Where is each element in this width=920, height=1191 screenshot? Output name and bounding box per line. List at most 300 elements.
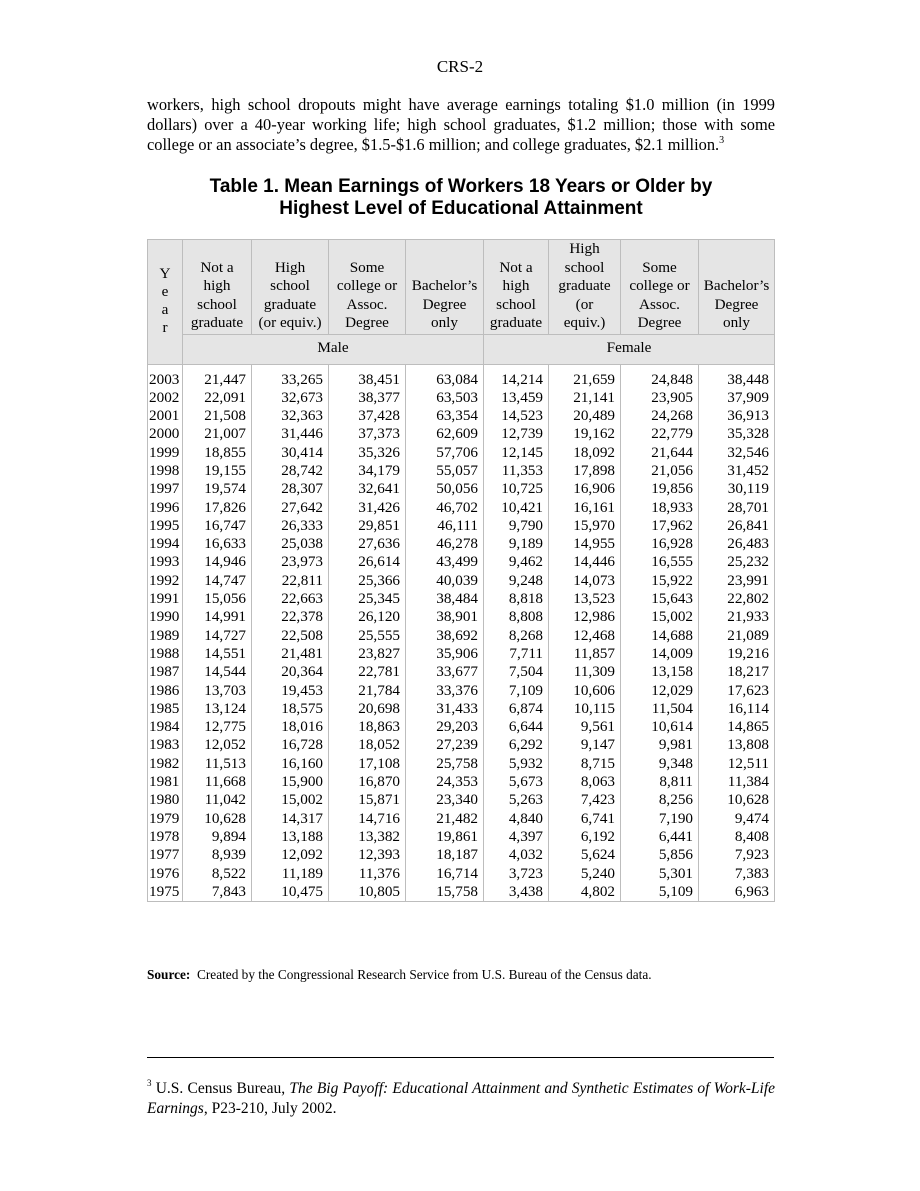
earnings-cell: 17,962: [621, 517, 699, 535]
earnings-cell: 16,870: [329, 773, 406, 791]
column-header-line: school: [197, 295, 237, 313]
year-cell: 1975: [148, 883, 183, 902]
table-row: [148, 718, 775, 736]
earnings-cell: 9,561: [549, 718, 621, 736]
earnings-cell: 22,811: [252, 572, 329, 590]
column-header-line: Degree: [714, 295, 759, 313]
earnings-cell: 11,042: [183, 791, 252, 809]
earnings-cell: 8,818: [484, 590, 549, 608]
earnings-cell: 12,986: [549, 608, 621, 626]
column-header-line: Some: [642, 258, 677, 276]
earnings-cell: 14,727: [183, 627, 252, 645]
column-header-line: (or: [575, 295, 594, 313]
earnings-cell: 4,802: [549, 883, 621, 902]
table-row: [148, 645, 775, 663]
earnings-cell: 11,189: [252, 865, 329, 883]
earnings-cell: 8,715: [549, 755, 621, 773]
column-header-line: (or equiv.): [258, 314, 322, 331]
earnings-cell: 23,827: [329, 645, 406, 663]
earnings-cell: 22,378: [252, 608, 329, 626]
earnings-cell: 7,843: [183, 883, 252, 902]
column-header-line: Assoc.: [346, 295, 388, 313]
earnings-cell: 63,354: [406, 407, 484, 425]
page-number-label: CRS-2: [436, 57, 484, 76]
year-cell: 2001: [148, 407, 183, 425]
table-body: [148, 364, 775, 902]
earnings-cell: 24,353: [406, 773, 484, 791]
earnings-cell: 18,187: [406, 846, 484, 864]
earnings-cell: 9,147: [549, 736, 621, 754]
earnings-cell: 15,758: [406, 883, 484, 902]
earnings-cell: 21,447: [183, 364, 252, 389]
earnings-cell: 22,663: [252, 590, 329, 608]
footnote-number: 3: [147, 1077, 152, 1088]
earnings-cell: 11,309: [549, 663, 621, 681]
earnings-cell: 5,856: [621, 846, 699, 864]
year-cell: 1991: [148, 590, 183, 608]
year-cell: 1977: [148, 846, 183, 864]
earnings-cell: 20,364: [252, 663, 329, 681]
earnings-cell: 17,898: [549, 462, 621, 480]
earnings-cell: 38,377: [329, 389, 406, 407]
earnings-cell: 35,906: [406, 645, 484, 663]
earnings-cell: 12,052: [183, 736, 252, 754]
source-text: Created by the Congressional Research Service from U.S. Bureau of the Census data.: [197, 967, 652, 982]
earnings-cell: 15,002: [252, 791, 329, 809]
earnings-cell: 21,784: [329, 682, 406, 700]
earnings-cell: 18,092: [549, 444, 621, 462]
earnings-cell: 19,861: [406, 828, 484, 846]
group-header-row: [148, 334, 775, 364]
group-header-female: Female: [484, 334, 775, 364]
column-header-line: equiv.): [563, 314, 606, 331]
earnings-cell: 18,933: [621, 499, 699, 517]
column-header-line: graduate: [190, 314, 244, 331]
earnings-cell: 22,508: [252, 627, 329, 645]
earnings-cell: 5,624: [549, 846, 621, 864]
earnings-cell: 19,155: [183, 462, 252, 480]
earnings-cell: 30,119: [699, 480, 775, 498]
earnings-cell: 24,268: [621, 407, 699, 425]
earnings-cell: 16,160: [252, 755, 329, 773]
earnings-cell: 21,007: [183, 425, 252, 443]
earnings-cell: 10,725: [484, 480, 549, 498]
year-cell: 1989: [148, 627, 183, 645]
footnote-report-title: The Big Payoff: Educational Attainment and Synthetic Estimates of Work-Life Earnings: [147, 1080, 776, 1117]
earnings-cell: 14,446: [549, 553, 621, 571]
earnings-cell: 7,504: [484, 663, 549, 681]
earnings-cell: 14,544: [183, 663, 252, 681]
earnings-cell: 16,114: [699, 700, 775, 718]
earnings-cell: 6,741: [549, 810, 621, 828]
column-header-line: school: [270, 277, 310, 294]
earnings-cell: 11,376: [329, 865, 406, 883]
table-row: [148, 700, 775, 718]
year-cell: 1988: [148, 645, 183, 663]
column-header-line: graduate: [558, 277, 611, 294]
earnings-cell: 32,673: [252, 389, 329, 407]
earnings-cell: 13,382: [329, 828, 406, 846]
footnote-divider: [147, 1057, 774, 1058]
table-row: [148, 499, 775, 517]
earnings-cell: 9,348: [621, 755, 699, 773]
earnings-cell: 15,643: [621, 590, 699, 608]
year-cell: 1981: [148, 773, 183, 791]
column-header-line: Bachelor’s: [703, 277, 770, 294]
earnings-cell: 15,002: [621, 608, 699, 626]
table-row: [148, 810, 775, 828]
earnings-cell: 5,301: [621, 865, 699, 883]
earnings-cell: 12,029: [621, 682, 699, 700]
earnings-cell: 25,232: [699, 553, 775, 571]
earnings-cell: 28,742: [252, 462, 329, 480]
column-header: [621, 240, 699, 335]
earnings-cell: 14,523: [484, 407, 549, 425]
earnings-cell: 6,644: [484, 718, 549, 736]
earnings-cell: 37,909: [699, 389, 775, 407]
footnote-text-before: U.S. Census Bureau,: [155, 1080, 290, 1097]
earnings-cell: 4,397: [484, 828, 549, 846]
earnings-cell: 12,393: [329, 846, 406, 864]
earnings-cell: 9,474: [699, 810, 775, 828]
year-cell: 1990: [148, 608, 183, 626]
earnings-cell: 25,758: [406, 755, 484, 773]
earnings-cell: 27,239: [406, 736, 484, 754]
earnings-cell: 14,073: [549, 572, 621, 590]
year-cell: 1984: [148, 718, 183, 736]
earnings-cell: 18,052: [329, 736, 406, 754]
earnings-cell: 10,628: [699, 791, 775, 809]
year-cell: 1997: [148, 480, 183, 498]
earnings-cell: 63,084: [406, 364, 484, 389]
earnings-cell: 17,826: [183, 499, 252, 517]
earnings-cell: 16,555: [621, 553, 699, 571]
earnings-cell: 6,192: [549, 828, 621, 846]
column-header-line: college or: [629, 277, 690, 294]
earnings-cell: 14,317: [252, 810, 329, 828]
year-column-header: [148, 240, 183, 365]
earnings-cell: 18,217: [699, 663, 775, 681]
earnings-cell: 38,484: [406, 590, 484, 608]
earnings-cell: 33,265: [252, 364, 329, 389]
year-header-letter: a: [161, 301, 169, 319]
earnings-cell: 8,063: [549, 773, 621, 791]
earnings-cell: 11,353: [484, 462, 549, 480]
year-cell: 2002: [148, 389, 183, 407]
earnings-cell: 18,016: [252, 718, 329, 736]
earnings-cell: 40,039: [406, 572, 484, 590]
earnings-cell: 33,677: [406, 663, 484, 681]
earnings-cell: 8,268: [484, 627, 549, 645]
earnings-cell: 14,946: [183, 553, 252, 571]
group-header-male: Male: [183, 334, 484, 364]
table-row: [148, 462, 775, 480]
earnings-cell: 14,214: [484, 364, 549, 389]
earnings-cell: 24,848: [621, 364, 699, 389]
earnings-cell: 12,145: [484, 444, 549, 462]
column-header: [549, 240, 621, 335]
table-row: [148, 480, 775, 498]
earnings-cell: 15,922: [621, 572, 699, 590]
earnings-cell: 14,716: [329, 810, 406, 828]
table-row: [148, 865, 775, 883]
earnings-cell: 63,503: [406, 389, 484, 407]
earnings-cell: 4,032: [484, 846, 549, 864]
earnings-cell: 22,779: [621, 425, 699, 443]
table-row: [148, 425, 775, 443]
year-cell: 1979: [148, 810, 183, 828]
year-cell: 2000: [148, 425, 183, 443]
earnings-cell: 9,248: [484, 572, 549, 590]
earnings-cell: 16,714: [406, 865, 484, 883]
table-row: [148, 572, 775, 590]
earnings-cell: 17,108: [329, 755, 406, 773]
intro-text: workers, high school dropouts might have average earnings totaling $1.0 million (in 1999 dollars) over a 40-year working life; high school graduates, $1.2 million; those with some college or an associate’s degree, $1.5-$1.6 million; and college graduates, $2.1 million.: [147, 95, 775, 154]
earnings-cell: 5,240: [549, 865, 621, 883]
earnings-cell: 37,428: [329, 407, 406, 425]
earnings-cell: 14,955: [549, 535, 621, 553]
earnings-cell: 37,373: [329, 425, 406, 443]
earnings-cell: 13,158: [621, 663, 699, 681]
earnings-cell: 7,190: [621, 810, 699, 828]
earnings-cell: 10,606: [549, 682, 621, 700]
source-label: Source:: [147, 967, 191, 982]
earnings-cell: 8,939: [183, 846, 252, 864]
earnings-cell: 16,633: [183, 535, 252, 553]
earnings-table: [147, 239, 775, 902]
earnings-cell: 31,433: [406, 700, 484, 718]
year-cell: 1994: [148, 535, 183, 553]
year-cell: 1995: [148, 517, 183, 535]
column-header: [699, 240, 775, 335]
earnings-cell: 10,115: [549, 700, 621, 718]
earnings-cell: 21,482: [406, 810, 484, 828]
earnings-cell: 18,863: [329, 718, 406, 736]
earnings-cell: 26,483: [699, 535, 775, 553]
table-title-line-2: Highest Level of Educational Attainment: [279, 198, 643, 219]
table-row: [148, 407, 775, 425]
column-header-line: Not a: [200, 258, 234, 276]
earnings-cell: 3,438: [484, 883, 549, 902]
earnings-cell: 13,808: [699, 736, 775, 754]
intro-paragraph: [147, 95, 775, 155]
earnings-cell: 32,641: [329, 480, 406, 498]
earnings-cell: 15,056: [183, 590, 252, 608]
earnings-cell: 19,574: [183, 480, 252, 498]
earnings-cell: 7,923: [699, 846, 775, 864]
earnings-cell: 7,383: [699, 865, 775, 883]
earnings-cell: 16,728: [252, 736, 329, 754]
earnings-cell: 46,111: [406, 517, 484, 535]
earnings-cell: 16,747: [183, 517, 252, 535]
year-cell: 1980: [148, 791, 183, 809]
earnings-cell: 5,109: [621, 883, 699, 902]
year-header-letter: e: [161, 283, 169, 301]
table-row: [148, 755, 775, 773]
earnings-cell: 19,216: [699, 645, 775, 663]
year-cell: 1985: [148, 700, 183, 718]
year-header-letter: r: [162, 319, 168, 337]
earnings-cell: 26,614: [329, 553, 406, 571]
earnings-cell: 62,609: [406, 425, 484, 443]
column-header: [252, 240, 329, 335]
earnings-cell: 35,326: [329, 444, 406, 462]
earnings-cell: 5,932: [484, 755, 549, 773]
earnings-cell: 6,874: [484, 700, 549, 718]
earnings-cell: 3,723: [484, 865, 549, 883]
earnings-cell: 32,363: [252, 407, 329, 425]
earnings-cell: 36,913: [699, 407, 775, 425]
earnings-cell: 46,278: [406, 535, 484, 553]
earnings-cell: 12,739: [484, 425, 549, 443]
earnings-cell: 8,522: [183, 865, 252, 883]
column-header-line: school: [564, 258, 605, 276]
earnings-cell: 5,263: [484, 791, 549, 809]
earnings-cell: 29,203: [406, 718, 484, 736]
table-row: [148, 828, 775, 846]
year-cell: 1983: [148, 736, 183, 754]
earnings-cell: 28,701: [699, 499, 775, 517]
earnings-cell: 21,056: [621, 462, 699, 480]
earnings-cell: 55,057: [406, 462, 484, 480]
earnings-cell: 7,423: [549, 791, 621, 809]
earnings-cell: 11,513: [183, 755, 252, 773]
earnings-cell: 21,508: [183, 407, 252, 425]
footnote: [147, 1079, 775, 1119]
earnings-cell: 25,038: [252, 535, 329, 553]
column-header-line: Degree: [345, 314, 389, 331]
earnings-cell: 23,340: [406, 791, 484, 809]
table-row: [148, 389, 775, 407]
earnings-cell: 13,703: [183, 682, 252, 700]
earnings-cell: 9,894: [183, 828, 252, 846]
table-row: [148, 627, 775, 645]
table-row: [148, 736, 775, 754]
earnings-cell: 7,109: [484, 682, 549, 700]
earnings-cell: 57,706: [406, 444, 484, 462]
earnings-cell: 18,855: [183, 444, 252, 462]
table-title-line-1: Table 1. Mean Earnings of Workers 18 Years or Older by: [209, 176, 713, 197]
earnings-cell: 13,523: [549, 590, 621, 608]
earnings-cell: 23,905: [621, 389, 699, 407]
table-row: [148, 773, 775, 791]
earnings-cell: 21,141: [549, 389, 621, 407]
earnings-cell: 11,504: [621, 700, 699, 718]
table-row: [148, 682, 775, 700]
earnings-cell: 35,328: [699, 425, 775, 443]
column-header-line: High: [274, 258, 306, 276]
earnings-cell: 25,345: [329, 590, 406, 608]
earnings-cell: 11,857: [549, 645, 621, 663]
earnings-cell: 14,865: [699, 718, 775, 736]
year-cell: 1986: [148, 682, 183, 700]
earnings-cell: 16,161: [549, 499, 621, 517]
year-cell: 1992: [148, 572, 183, 590]
earnings-cell: 20,489: [549, 407, 621, 425]
column-header-line: Bachelor’s: [411, 277, 478, 294]
year-cell: 1987: [148, 663, 183, 681]
earnings-cell: 10,614: [621, 718, 699, 736]
earnings-cell: 12,468: [549, 627, 621, 645]
table-row: [148, 364, 775, 389]
column-header-line: graduate: [263, 295, 317, 313]
earnings-cell: 19,856: [621, 480, 699, 498]
table-row: [148, 846, 775, 864]
earnings-cell: 14,747: [183, 572, 252, 590]
earnings-cell: 11,384: [699, 773, 775, 791]
column-header-line: only: [430, 314, 458, 331]
earnings-cell: 8,811: [621, 773, 699, 791]
earnings-cell: 38,451: [329, 364, 406, 389]
earnings-cell: 26,333: [252, 517, 329, 535]
earnings-cell: 38,692: [406, 627, 484, 645]
earnings-cell: 6,963: [699, 883, 775, 902]
earnings-cell: 9,462: [484, 553, 549, 571]
earnings-cell: 32,546: [699, 444, 775, 462]
earnings-cell: 6,292: [484, 736, 549, 754]
earnings-cell: 17,623: [699, 682, 775, 700]
footnote-text-after: , P23-210, July 2002.: [203, 1100, 337, 1117]
earnings-cell: 12,775: [183, 718, 252, 736]
earnings-cell: 13,459: [484, 389, 549, 407]
earnings-cell: 5,673: [484, 773, 549, 791]
earnings-cell: 14,551: [183, 645, 252, 663]
earnings-cell: 25,555: [329, 627, 406, 645]
earnings-cell: 26,120: [329, 608, 406, 626]
year-cell: 1978: [148, 828, 183, 846]
earnings-cell: 8,256: [621, 791, 699, 809]
earnings-cell: 13,188: [252, 828, 329, 846]
earnings-cell: 14,009: [621, 645, 699, 663]
footnote-reference[interactable]: 3: [719, 134, 725, 146]
column-header-row: [148, 240, 775, 335]
table-title: [147, 176, 775, 220]
earnings-cell: 15,900: [252, 773, 329, 791]
earnings-cell: 14,688: [621, 627, 699, 645]
column-header-line: only: [722, 314, 750, 331]
earnings-cell: 23,973: [252, 553, 329, 571]
year-cell: 1993: [148, 553, 183, 571]
earnings-cell: 10,475: [252, 883, 329, 902]
column-header-line: graduate: [489, 314, 543, 331]
earnings-cell: 16,906: [549, 480, 621, 498]
earnings-cell: 46,702: [406, 499, 484, 517]
earnings-cell: 6,441: [621, 828, 699, 846]
earnings-cell: 8,408: [699, 828, 775, 846]
earnings-cell: 50,056: [406, 480, 484, 498]
earnings-cell: 30,414: [252, 444, 329, 462]
earnings-cell: 31,452: [699, 462, 775, 480]
earnings-cell: 10,805: [329, 883, 406, 902]
year-header-letter: Y: [159, 265, 171, 283]
earnings-cell: 14,991: [183, 608, 252, 626]
column-header-line: Some: [349, 258, 385, 276]
earnings-cell: 16,928: [621, 535, 699, 553]
earnings-cell: 38,901: [406, 608, 484, 626]
column-header-line: college or: [336, 277, 398, 294]
column-header-line: school: [496, 295, 536, 313]
table-row: [148, 791, 775, 809]
earnings-cell: 27,636: [329, 535, 406, 553]
earnings-cell: 23,991: [699, 572, 775, 590]
year-cell: 1999: [148, 444, 183, 462]
column-header-line: high: [203, 277, 231, 294]
earnings-cell: 31,446: [252, 425, 329, 443]
year-cell: 1982: [148, 755, 183, 773]
earnings-cell: 12,092: [252, 846, 329, 864]
column-header-line: high: [502, 277, 530, 294]
earnings-cell: 21,644: [621, 444, 699, 462]
